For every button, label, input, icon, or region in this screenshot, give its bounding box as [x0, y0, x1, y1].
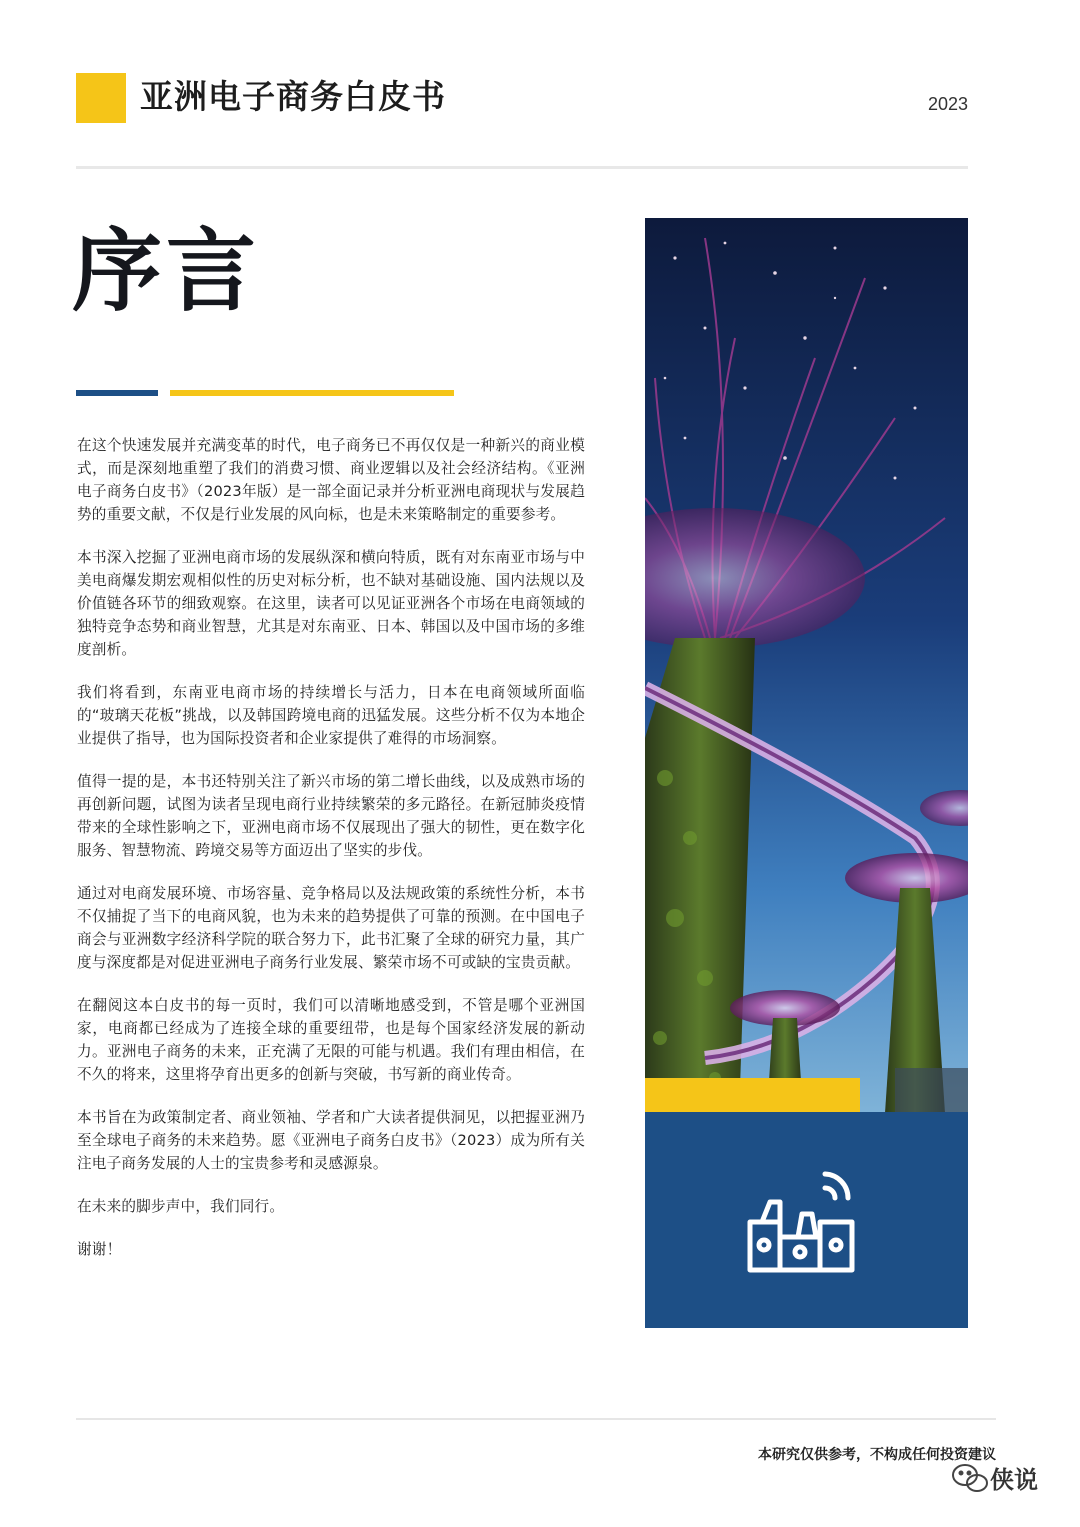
paragraph-8: 在未来的脚步声中，我们同行。 [77, 1198, 285, 1215]
page-title: 序言 [72, 219, 260, 324]
watermark-text: 侠说 [990, 1466, 1038, 1494]
header-divider [76, 166, 968, 169]
disclaimer-text: 本研究仅供参考，不构成任何投资建议 [758, 1447, 996, 1463]
paragraph-2: 本书深入挖掘了亚洲电商市场的发展纵深和横向特质，既有对东南亚市场与中美电商爆发期宏观相似性的历史对标分析，也不缺对基础设施、国内法规以及价值链各环节的细致观察。在这里，读者可以见证亚洲各个市场在电商领域的独特竞争态势和商业智慧，尤其是对东南亚、日本、韩国以及中国市场的多维度剖析。 [77, 549, 585, 658]
paragraph-5: 通过对电商发展环境、市场容量、竞争格局以及法规政策的系统性分析，本书不仅捕捉了当下的电商风貌，也为未来的趋势提供了可靠的预测。在中国电子商会与亚洲数字经济科学院的联合努力下，此书汇聚了全球的研究力量，其广度与深度都是对促进亚洲电子商务行业发展、繁荣市场不可或缺的宝贵贡献。 [77, 885, 585, 971]
header-year: 2023 [927, 94, 968, 114]
brand-square [76, 73, 126, 123]
smart-commerce-building-wifi-icon [740, 1152, 870, 1282]
paragraph-1: 在这个快速发展并充满变革的时代，电子商务已不再仅仅是一种新兴的商业模式，而是深刻地重塑了我们的消费习惯、商业逻辑以及社会经济结构。《亚洲电子商务白皮书》（2023年版）是一部全面记录并分析亚洲电商现状与发展趋势的重要文献，不仅是行业发展的风向标，也是未来策略制定的重要参考。 [77, 437, 585, 523]
preface-body [77, 434, 585, 1281]
wechat-logo-icon [950, 1462, 990, 1496]
paragraph-4: 值得一提的是，本书还特别关注了新兴市场的第二增长曲线，以及成熟市场的再创新问题，试图为读者呈现电商行业持续繁荣的多元路径。在新冠肺炎疫情带来的全球性影响之下，亚洲电商市场不仅展现出了强大的韧性，更在数字化服务、智慧物流、跨境交易等方面迈出了坚实的步伐。 [77, 773, 585, 859]
accent-strip-yellow [645, 1078, 860, 1112]
accent-bar-blue [76, 390, 158, 396]
paragraph-7: 本书旨在为政策制定者、商业领袖、学者和广大读者提供洞见，以把握亚洲乃至全球电子商务的未来趋势。愿《亚洲电子商务白皮书》（2023）成为所有关注电子商务发展的人士的宝贵参考和灵感源泉。 [77, 1109, 585, 1172]
footer-divider [76, 1418, 996, 1420]
accent-bar-yellow [170, 390, 454, 396]
paragraph-3: 我们将看到，东南亚电商市场的持续增长与活力，日本在电商领域所面临的“玻璃天花板”挑战，以及韩国跨境电商的迅猛发展。这些分析不仅为本地企业提供了指导，也为国际投资者和企业家提供了难得的市场洞察。 [77, 684, 585, 747]
header-title: 亚洲电子商务白皮书 [140, 77, 446, 116]
supertree-photo [645, 218, 968, 1113]
paragraph-6: 在翻阅这本白皮书的每一页时，我们可以清晰地感受到，不管是哪个亚洲国家，电商都已经成为了连接全球的重要纽带，也是每个国家经济发展的新动力。亚洲电子商务的未来，正充满了无限的可能与机遇。我们有理由相信，在不久的将来，这里将孕育出更多的创新与突破，书写新的商业传奇。 [77, 997, 585, 1083]
paragraph-9: 谢谢！ [77, 1241, 122, 1258]
